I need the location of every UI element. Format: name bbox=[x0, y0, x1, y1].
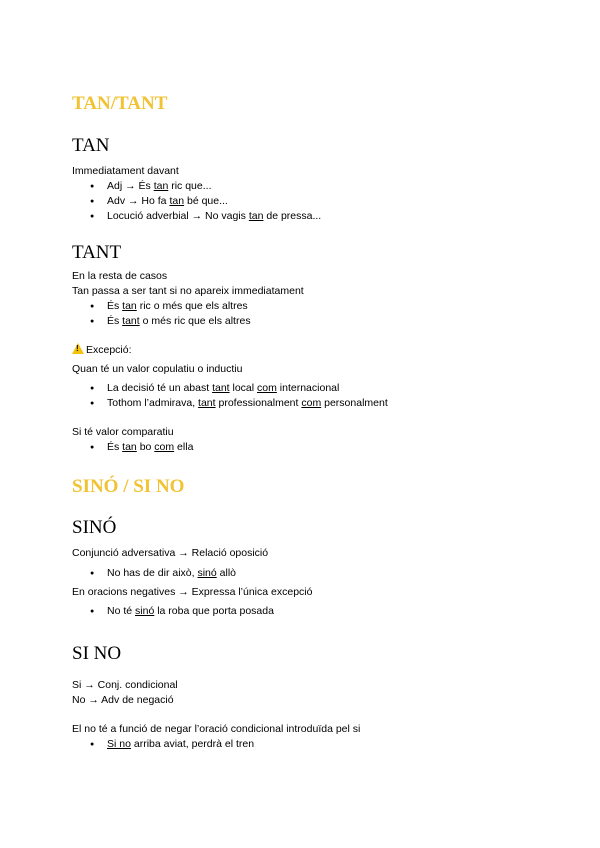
list-item: ● Adj → És tan ric que... bbox=[90, 179, 321, 194]
section-title-tan-tant: TAN/TANT bbox=[72, 93, 168, 114]
list-item: ● La decisió té un abast tant local com internacional bbox=[90, 381, 388, 396]
list-item: ● Si no arriba aviat, perdrà el tren bbox=[90, 737, 254, 752]
list-item: ● Tothom l’admirava, tant professionalment com personalment bbox=[90, 396, 388, 411]
list-item: ● Locució adverbial → No vagis tan de pressa... bbox=[90, 209, 321, 224]
heading-tan: TAN bbox=[72, 135, 110, 156]
sino-list-1 bbox=[90, 566, 236, 581]
tant-line-1: En la resta de casos bbox=[72, 270, 168, 282]
heading-sino: SINÓ bbox=[72, 517, 117, 538]
tan-list bbox=[90, 179, 321, 224]
list-item: ● És tan bo com ella bbox=[90, 440, 193, 455]
sino-line-2: En oracions negatives → Expressa l’única excepció bbox=[72, 586, 313, 598]
heading-tant: TANT bbox=[72, 242, 122, 263]
comparative-line: Si té valor comparatiu bbox=[72, 426, 174, 438]
list-item: ● No té sinó la roba que porta posada bbox=[90, 604, 274, 619]
tan-intro: Immediatament davant bbox=[72, 165, 179, 177]
section-title-sino-si-no: SINÓ / SI NO bbox=[72, 476, 185, 497]
exception-list bbox=[90, 381, 388, 411]
list-item: ● Adv → Ho fa tan bé que... bbox=[90, 194, 321, 209]
si-no-list bbox=[90, 737, 254, 752]
sino-line-1: Conjunció adversativa → Relació oposició bbox=[72, 547, 269, 559]
si-no-line-3: El no té a funció de negar l’oració condicional introduïda pel si bbox=[72, 723, 361, 735]
si-no-line-1: Si → Conj. condicional bbox=[72, 679, 178, 691]
warning-icon bbox=[72, 343, 84, 354]
comparative-list bbox=[90, 440, 193, 455]
exception-label: !Excepció: bbox=[72, 343, 132, 358]
sino-list-2 bbox=[90, 604, 274, 619]
tant-list bbox=[90, 299, 251, 329]
list-item: ● És tant o més ric que els altres bbox=[90, 314, 251, 329]
si-no-line-2: No → Adv de negació bbox=[72, 694, 174, 706]
tant-line-2: Tan passa a ser tant si no apareix immediatament bbox=[72, 285, 304, 297]
heading-si-no: SI NO bbox=[72, 643, 122, 664]
list-item: ● És tan ric o més que els altres bbox=[90, 299, 251, 314]
list-item: ● No has de dir això, sinó allò bbox=[90, 566, 236, 581]
exception-line: Quan té un valor copulatiu o inductiu bbox=[72, 363, 243, 375]
